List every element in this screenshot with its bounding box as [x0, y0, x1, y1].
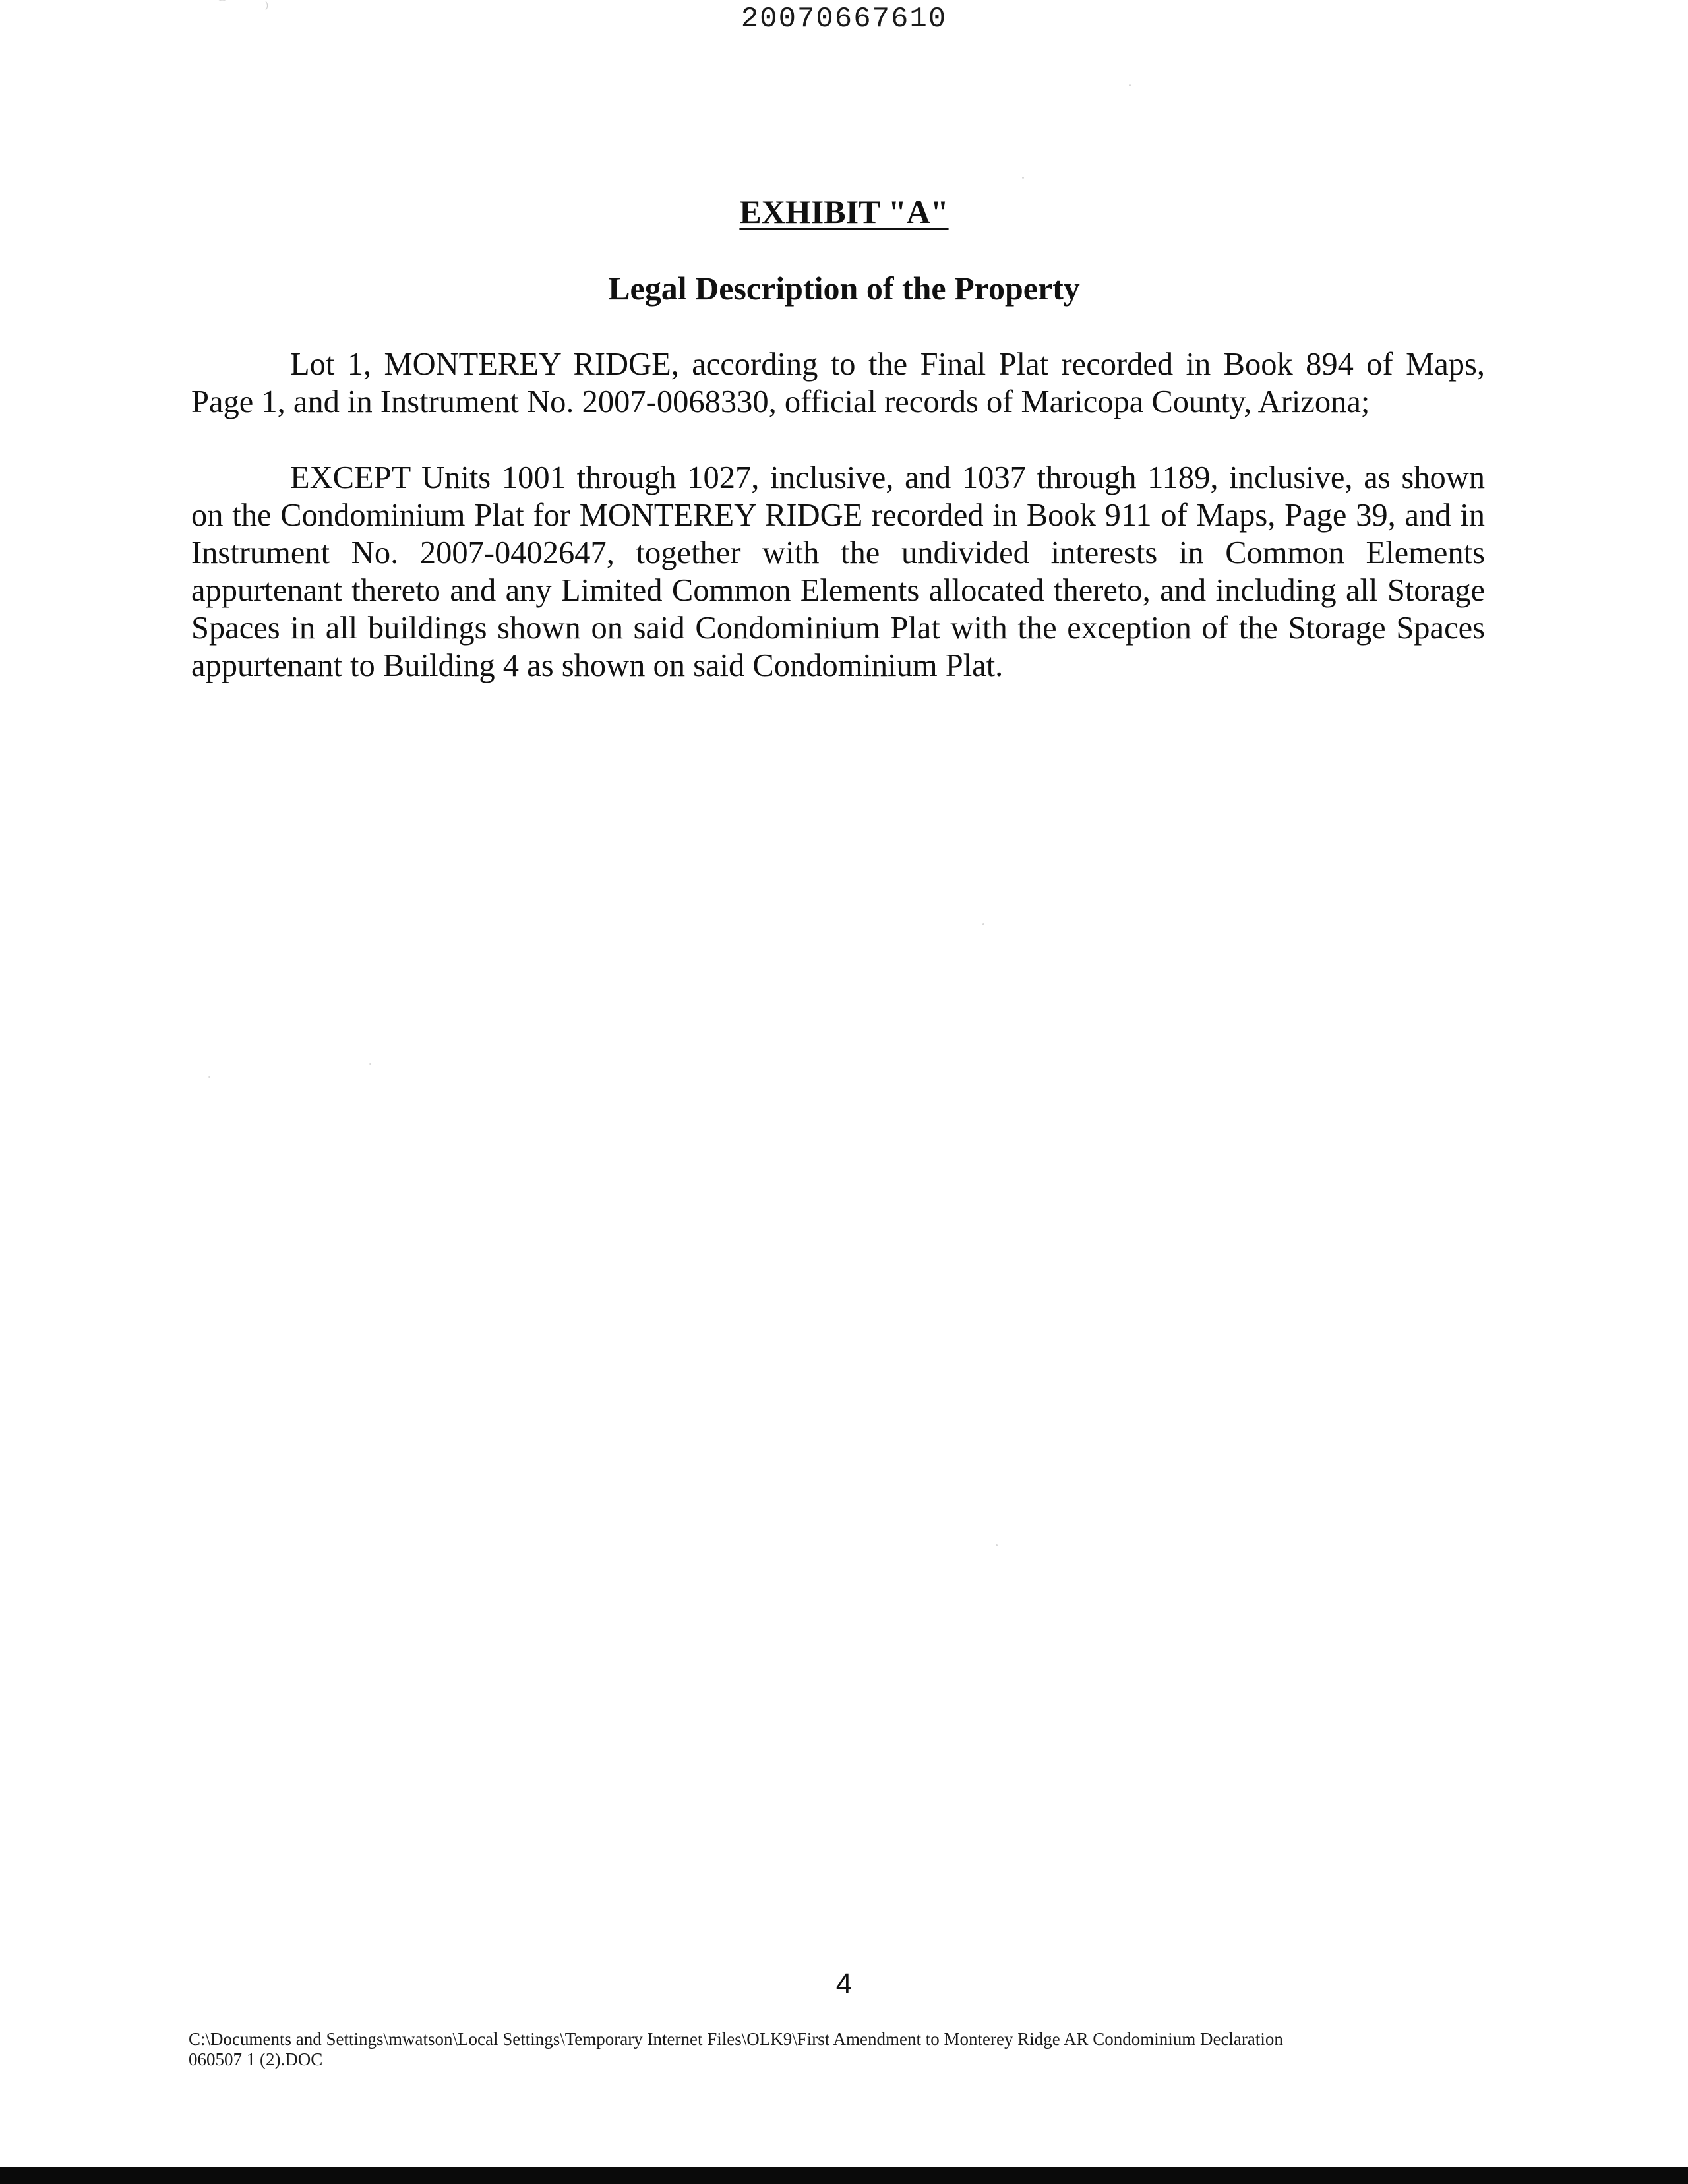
- recording-document-number: 20070667610: [740, 3, 948, 36]
- exhibit-title: EXHIBIT "A": [739, 193, 949, 230]
- footer-file-path: [189, 2029, 1507, 2070]
- footer-file-path-line: 060507 1 (2).DOC: [189, 2049, 323, 2069]
- scan-speck: [996, 1544, 998, 1546]
- scan-speck: [1022, 177, 1024, 179]
- scan-artifact-mark: ⌒ ): [218, 0, 269, 10]
- scan-speck: [369, 1063, 371, 1065]
- scan-speck: [982, 923, 984, 925]
- legal-description-paragraph: Lot 1, MONTEREY RIDGE, according to the Final Plat recorded in Book 894 of Maps, Page 1, and in Instrument No. 2007-0068330, official records of Maricopa County, Arizona;: [191, 347, 1485, 419]
- exception-paragraph: EXCEPT Units 1001 through 1027, inclusive, and 1037 through 1189, inclusive, as shown on the Condominium Plat for MONTEREY RIDGE recorded in Book 911 of Maps, Page 39, and in Instrument No. 2007-0402647, together with the undivided interests in Common Elements appurtenant thereto and any Limited Common Elements allocated thereto, and including all Storage Spaces in all buildings shown on said Condominium Plat with the exception of the Storage Spaces appurtenant to Building 4 as shown on said Condominium Plat.: [191, 460, 1485, 683]
- scan-bottom-border: [0, 2167, 1688, 2184]
- scan-speck: [1129, 84, 1131, 86]
- page-number: 4: [835, 1968, 853, 2000]
- section-heading: Legal Description of the Property: [608, 270, 1080, 307]
- scan-speck: [208, 1076, 210, 1078]
- footer-file-path-line: C:\Documents and Settings\mwatson\Local Settings\Temporary Internet Files\OLK9\First Amendment to Monterey Ridge AR Condominium Declaration: [189, 2029, 1283, 2049]
